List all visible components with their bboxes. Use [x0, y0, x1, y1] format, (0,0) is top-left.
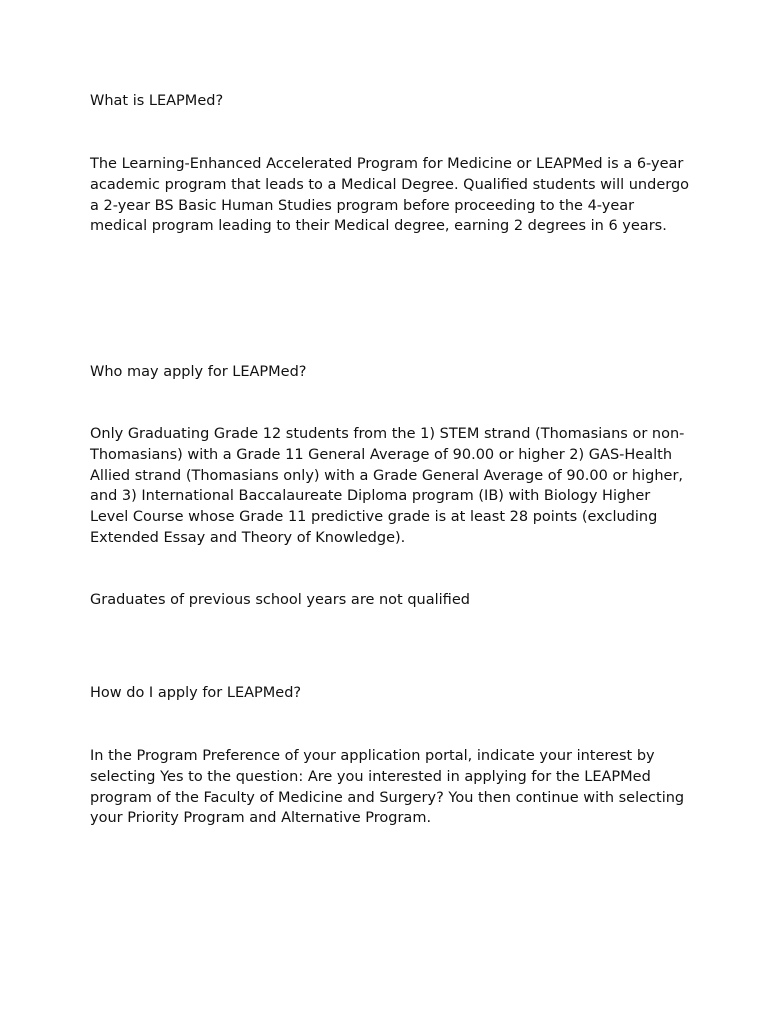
answer-what-is-leapmed: The Learning-Enhanced Accelerated Program for Medicine or LEAPMed is a 6-year academic program that leads to a Medical Degree. Qualified students will undergo a 2-year BS Basic Human Studies program before proceeding to the 4-year medical program leading to their Medical degree, earning 2 degrees in 6 years.: [90, 156, 690, 235]
question-what-is-leapmed: What is LEAPMed?: [90, 93, 224, 109]
note-graduates-not-qualified: Graduates of previous school years are not qualified: [90, 592, 470, 608]
answer-who-may-apply: Only Graduating Grade 12 students from the 1) STEM strand (Thomasians or non-Thomasians) with a Grade 11 General Average of 90.00 or higher 2) GAS-Health Allied strand (Thomasians only) with a Grade General Average of 90.00 or higher, and 3) International Baccalaureate Diploma program (IB) with Biology Higher Level Course whose Grade 11 predictive grade is at least 28 points (excluding Extended Essay and Theory of Knowledge).: [90, 426, 685, 546]
question-who-may-apply: Who may apply for LEAPMed?: [90, 364, 307, 380]
question-how-to-apply: How do I apply for LEAPMed?: [90, 685, 302, 701]
answer-how-to-apply: In the Program Preference of your application portal, indicate your interest by selecting Yes to the question: Are you interested in applying for the LEAPMed program of the Faculty of Medicine and Surgery? You then continue with selecting your Priority Program and Alternative Program.: [90, 748, 685, 827]
